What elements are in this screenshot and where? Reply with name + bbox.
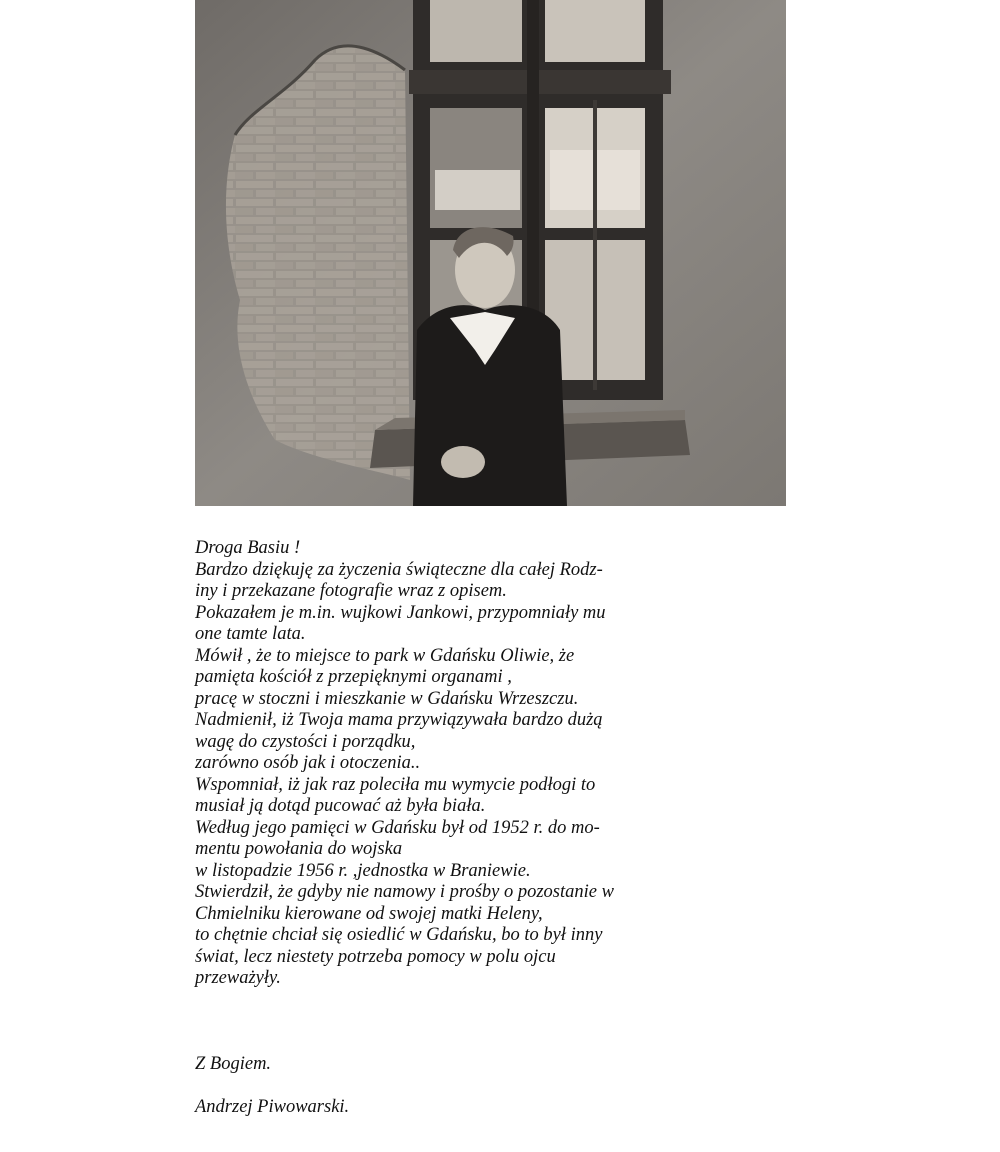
letter-body-line: Wspomniał, iż jak raz poleciła mu wymycie podłogi to	[195, 774, 596, 795]
letter-body-line: Nadmienił, iż Twoja mama przywiązywała bardzo dużą	[195, 710, 603, 730]
letter-body-line: mentu powołania do wojska	[195, 839, 403, 859]
letter-body-line: Stwierdził, że gdyby nie namowy i prośby o pozostanie w	[195, 882, 614, 902]
photo-man-by-window	[195, 0, 786, 506]
letter-body-line: zarówno osób jak i otoczenia..	[195, 753, 421, 773]
letter-body-line: iny i przekazane fotografie wraz z opisem.	[195, 581, 507, 601]
letter-body-line: świat, lecz niestety potrzeba pomocy w polu ojcu	[195, 946, 556, 967]
letter-body-line: Chmielniku kierowane od swojej matki Heleny,	[195, 903, 543, 924]
letter-body-line: Mówił , że to miejsce to park w Gdańsku Oliwie, że	[195, 645, 575, 666]
letter-body-line: pamięta kościół z przepięknymi organami ,	[195, 667, 512, 687]
letter-body-line: pracę w stoczni i mieszkanie w Gdańsku Wrzeszczu.	[195, 688, 579, 709]
letter-body-line: Według jego pamięci w Gdańsku był od 1952 r. do mo-	[195, 817, 600, 838]
letter-body-line: musiał ją dotąd pucować aż była biała.	[195, 796, 486, 816]
letter-body-line: one tamte lata.	[195, 624, 306, 644]
letter-body-line: wagę do czystości i porządku,	[195, 731, 416, 752]
letter-body	[195, 560, 835, 990]
letter-signature: Andrzej Piwowarski.	[195, 1096, 350, 1117]
letter-body-line: to chętnie chciał się osiedlić w Gdańsku, bo to był inny	[195, 925, 603, 945]
letter-body-line: w listopadzie 1956 r. ,jednostka w Braniewie.	[195, 860, 531, 881]
letter	[195, 538, 835, 1118]
letter-body-line: Bardzo dziękuję za życzenia świąteczne dla całej Rodz-	[195, 559, 603, 580]
letter-body-line: Pokazałem je m.in. wujkowi Jankowi, przypomniały mu	[195, 602, 606, 623]
letter-closing: Z Bogiem.	[195, 1053, 272, 1074]
letter-body-line: przeważyły.	[195, 968, 281, 988]
letter-greeting: Droga Basiu !	[195, 538, 301, 558]
